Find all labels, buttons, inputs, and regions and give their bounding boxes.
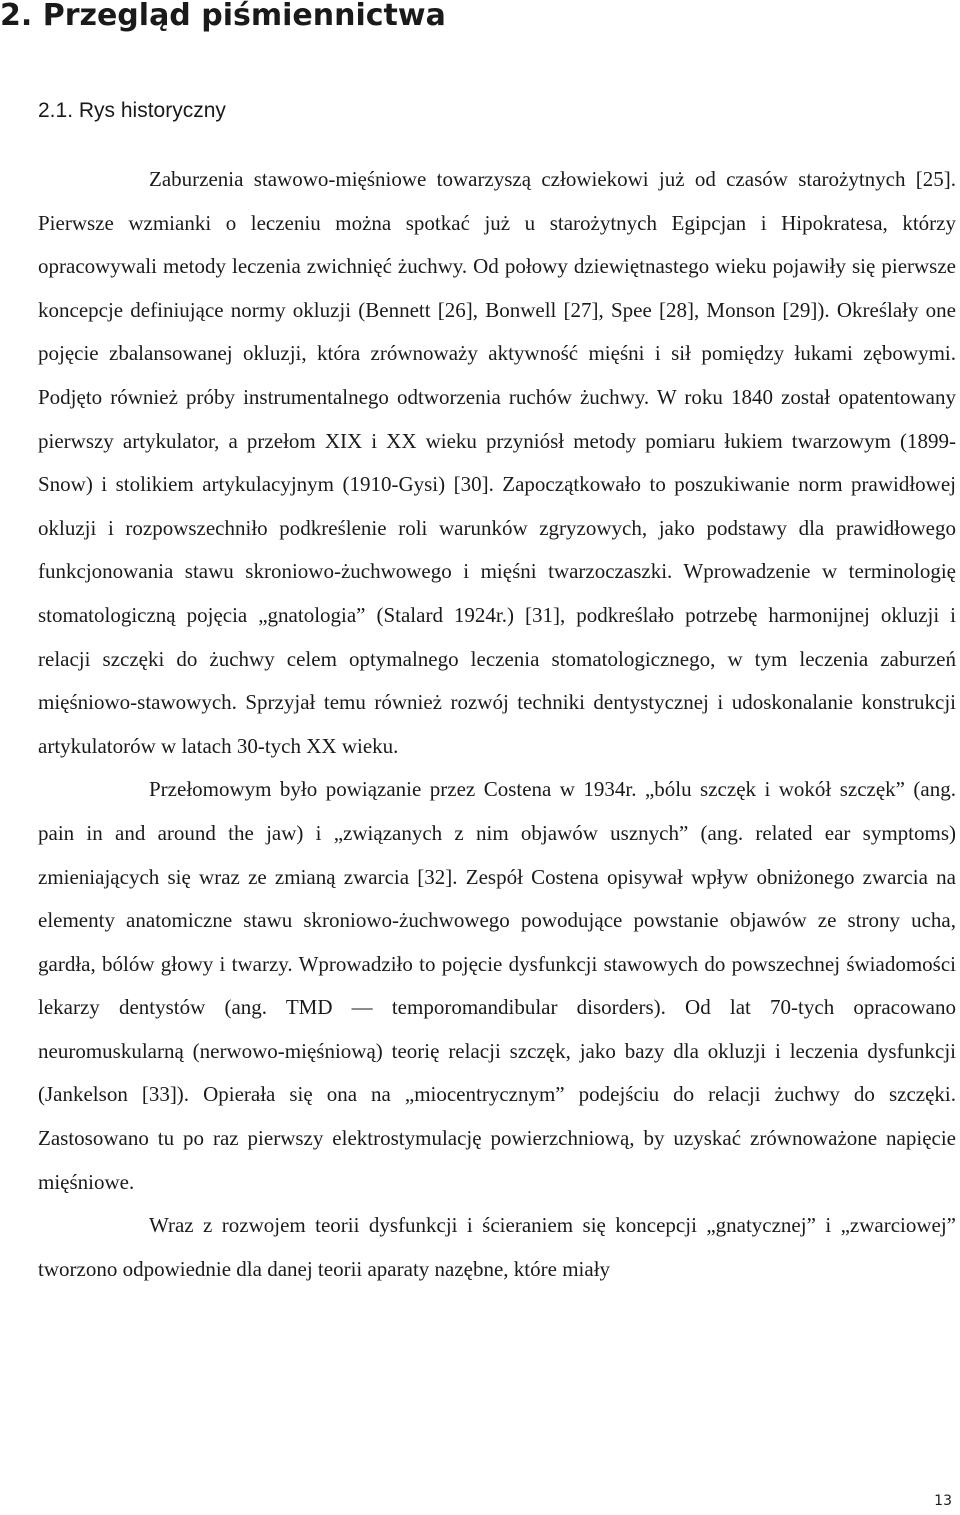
page-number: 13: [934, 1493, 952, 1509]
paragraph-costen-syndrome: Przełomowym było powiązanie przez Costena w 1934r. „bólu szczęk i wokół szczęk” (ang. pain in and around the jaw) i „związanych z nim objawów usznych” (ang. related ear symptoms) zmieniających się wraz ze zmianą zwarcia [32]. Zespół Costena opisywał wpływ obniżonego zwarcia na elementy anatomiczne stawu skroniowo-żuchwowego powodujące powstanie objawów ze strony ucha, gardła, bólów głowy i twarzy. Wprowadziło to pojęcie dysfunkcji stawowych do powszechnej świadomości lekarzy dentystów (ang. TMD — temporomandibular disorders). Od lat 70-tych opracowano neuromuskularną (nerwowo-mięśniową) teorię relacji szczęk, jako bazy dla okluzji i leczenia dysfunkcji (Jankelson [33]). Opierała się ona na „miocentrycznym” podejściu do relacji żuchwy do szczęki. Zastosowano tu po raz pierwszy elektrostymulację powierzchniową, by uzyskać zrównoważone napięcie mięśniowe.: [38, 777, 956, 1194]
subsection-heading: 2.1. Rys historyczny: [38, 99, 226, 122]
paragraph-theories-appliances: Wraz z rozwojem teorii dysfunkcji i ścieraniem się koncepcji „gnatycznej” i „zwarciowej” tworzono odpowiednie dla danej teorii aparaty nazębne, które miały: [38, 1213, 956, 1281]
section-heading: 2. Przegląd piśmiennictwa: [0, 0, 446, 33]
document-body: [38, 158, 956, 1291]
paragraph-historical-overview: Zaburzenia stawowo-mięśniowe towarzyszą człowiekowi już od czasów starożytnych [25]. Pierwsze wzmianki o leczeniu można spotkać już u starożytnych Egipcjan i Hipokratesa, którzy opracowywali metody leczenia zwichnięć żuchwy. Od połowy dziewiętnastego wieku pojawiły się pierwsze koncepcje definiujące normy okluzji (Bennett [26], Bonwell [27], Spee [28], Monson [29]). Określały one pojęcie zbalansowanej okluzji, która zrównoważy aktywność mięśni i sił pomiędzy łukami zębowymi. Podjęto również próby instrumentalnego odtworzenia ruchów żuchwy. W roku 1840 został opatentowany pierwszy artykulator, a przełom XIX i XX wieku przyniósł metody pomiaru łukiem twarzowym (1899-Snow) i stolikiem artykulacyjnym (1910-Gysi) [30]. Zapoczątkowało to poszukiwanie norm prawidłowej okluzji i rozpowszechniło podkreślenie roli warunków zgryzowych, jako podstawy dla prawidłowego funkcjonowania stawu skroniowo-żuchwowego i mięśni twarzoczaszki. Wprowadzenie w terminologię stomatologiczną pojęcia „gnatologia” (Stalard 1924r.) [31], podkreślało potrzebę harmonijnej okluzji i relacji szczęki do żuchwy celem optymalnego leczenia stomatologicznego, w tym leczenia zaburzeń mięśniowo-stawowych. Sprzyjał temu również rozwój techniki dentystycznej i udoskonalanie konstrukcji artykulatorów w latach 30-tych XX wieku.: [38, 167, 956, 758]
